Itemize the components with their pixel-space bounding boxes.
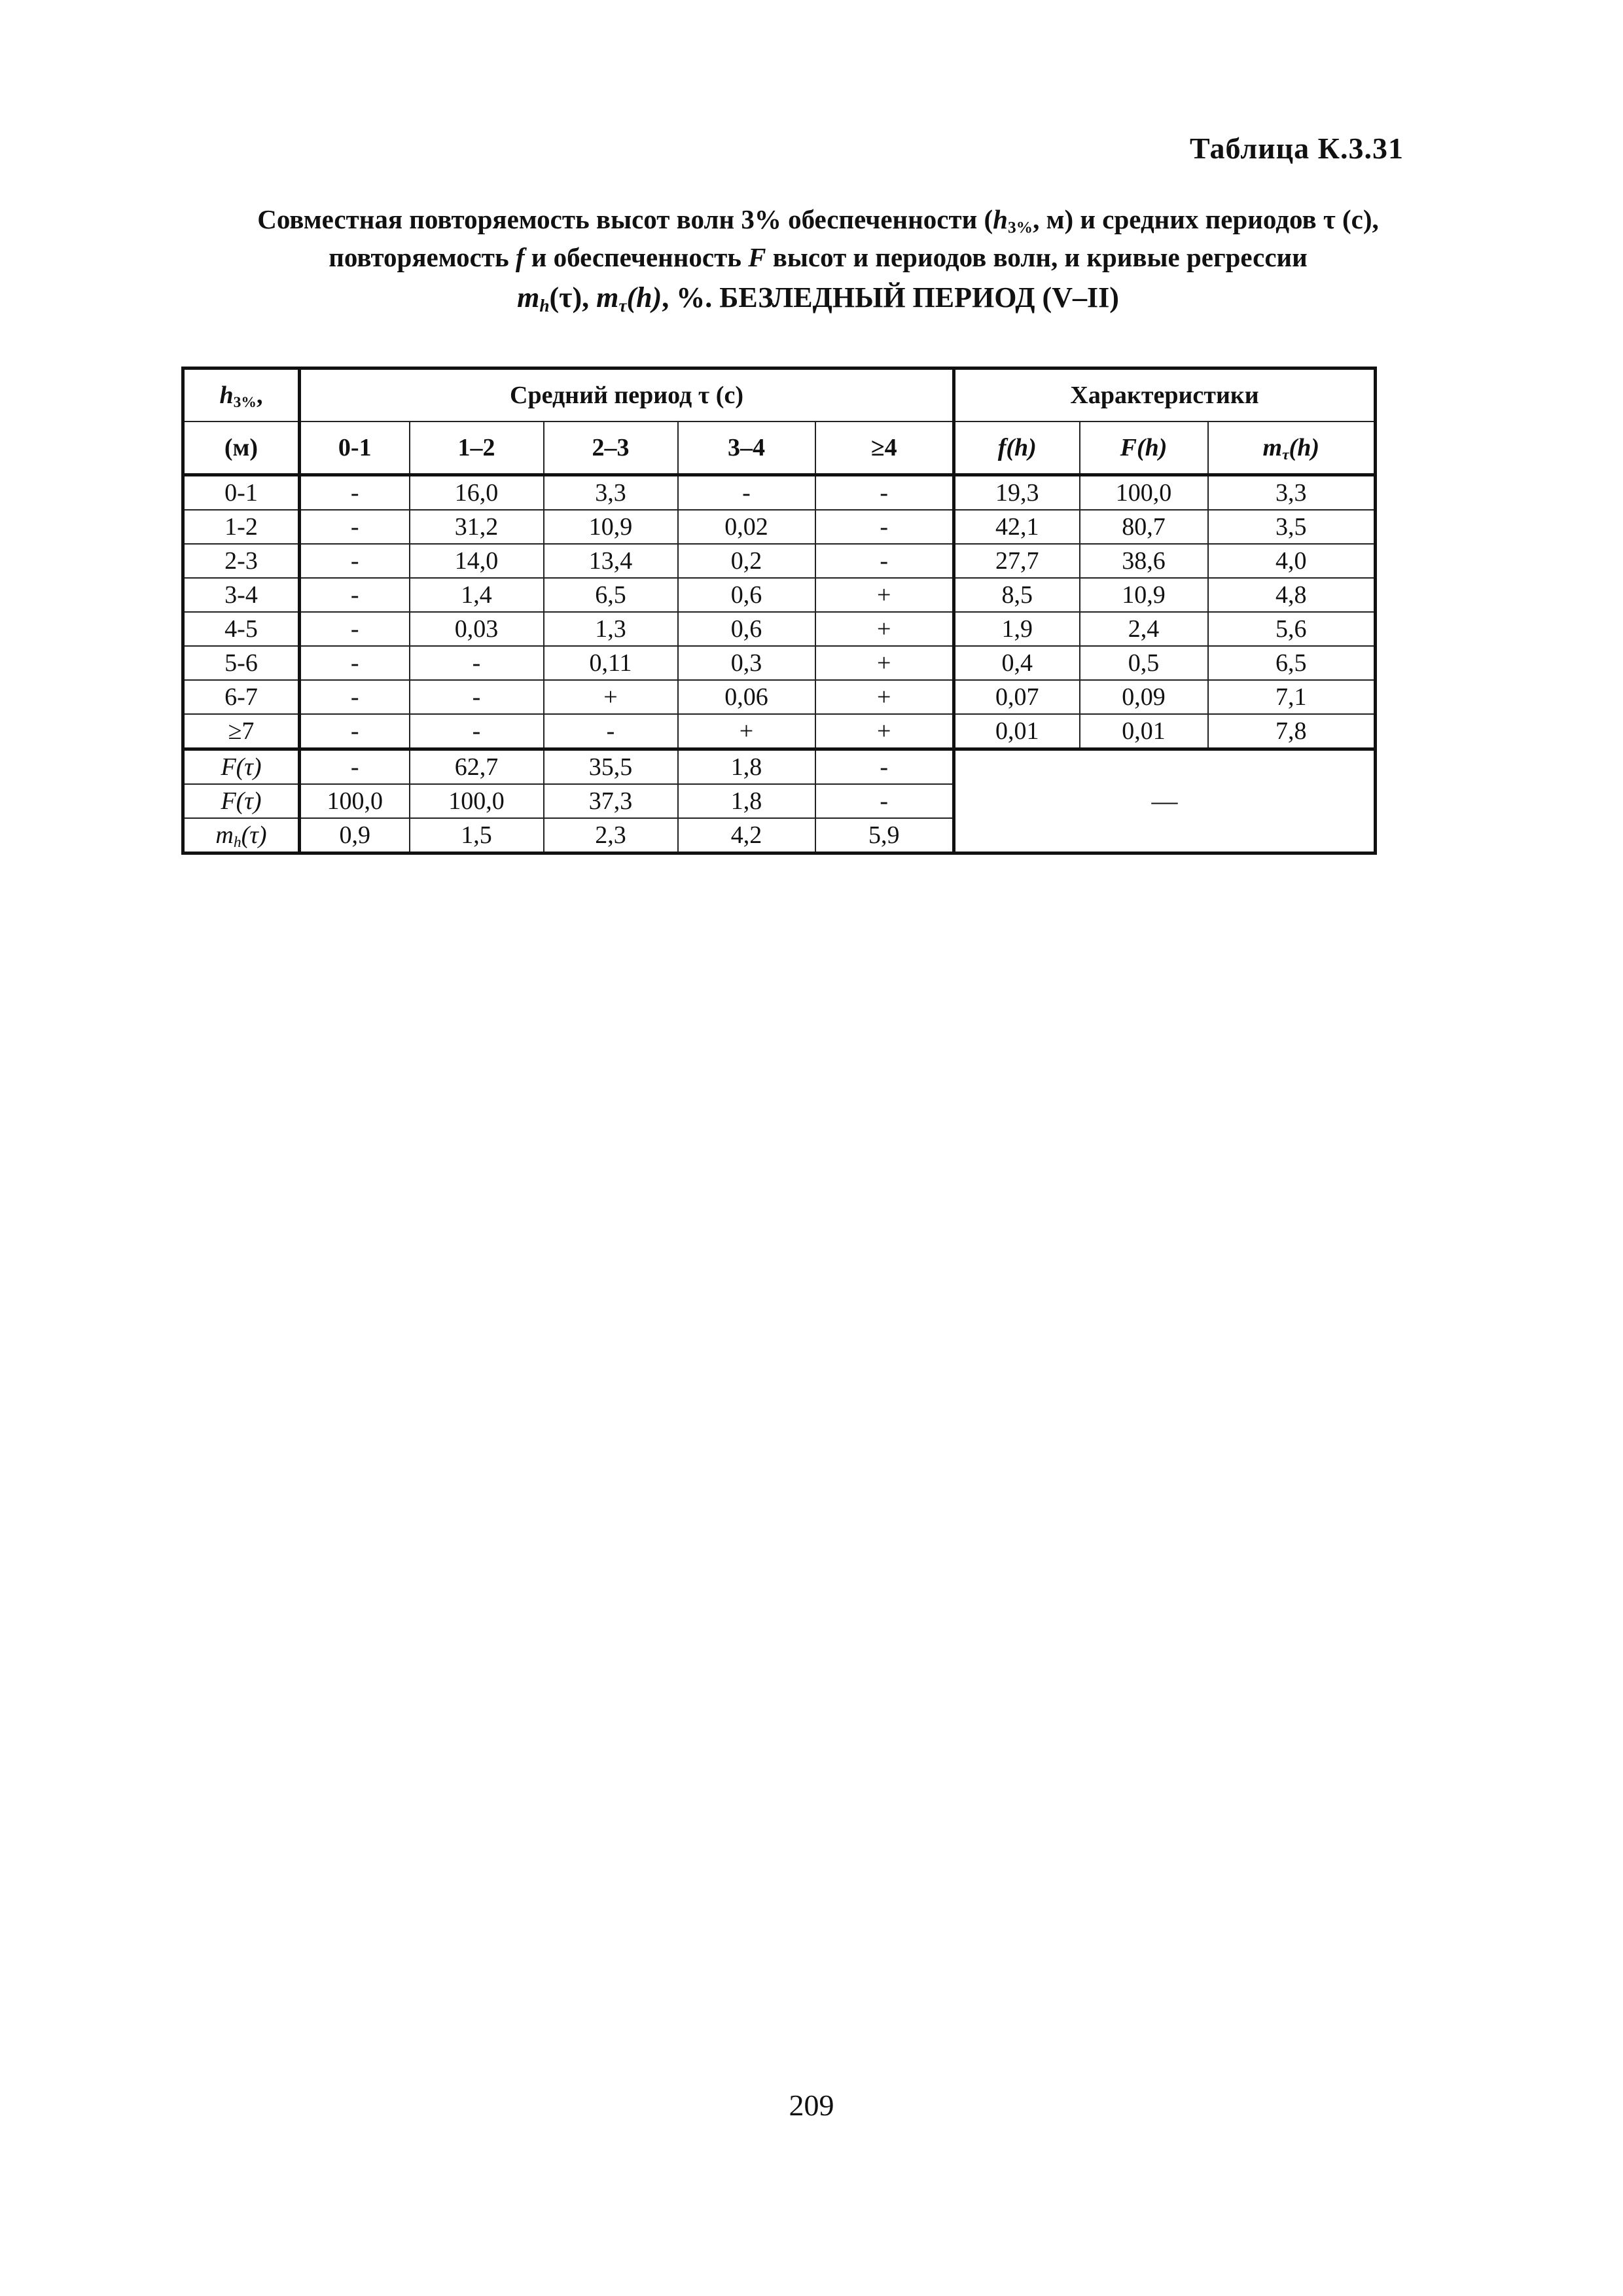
row-label: 1-2 [183, 510, 300, 544]
row-label: 0-1 [183, 475, 300, 511]
period-cell: 1,4 [410, 578, 544, 612]
summary-cell: 2,3 [544, 818, 678, 853]
period-cell: + [815, 646, 954, 680]
table-row [183, 612, 1376, 646]
summary-cell: 0,9 [300, 818, 410, 853]
period-cell: - [300, 612, 410, 646]
period-cell: 0,6 [678, 578, 815, 612]
period-cell: - [300, 578, 410, 612]
characteristic-cell: 0,4 [954, 646, 1080, 680]
characteristic-cell: 3,5 [1208, 510, 1376, 544]
period-cell: 16,0 [410, 475, 544, 511]
row-label: 3-4 [183, 578, 300, 612]
characteristic-cell: 100,0 [1080, 475, 1208, 511]
characteristic-cell: 38,6 [1080, 544, 1208, 578]
characteristic-cell: 7,8 [1208, 714, 1376, 749]
column-header [1208, 422, 1376, 475]
page-number: 209 [789, 2089, 834, 2122]
caption-text: Совместная повторяемость высот волн 3% обеспеченности ( [257, 204, 993, 234]
caption-text: (τ), [549, 281, 597, 314]
characteristic-cell: 8,5 [954, 578, 1080, 612]
summary-cell: 35,5 [544, 749, 678, 785]
caption-line-2 [131, 238, 1505, 276]
summary-label-sub: h [233, 833, 241, 851]
summary-row [183, 749, 1376, 785]
characteristic-cell: 80,7 [1080, 510, 1208, 544]
period-cell: - [300, 714, 410, 749]
column-header: ≥4 [815, 422, 954, 475]
period-cell: 0,2 [678, 544, 815, 578]
period-cell: - [300, 510, 410, 544]
period-cell: 14,0 [410, 544, 544, 578]
caption-symbol-f: f [515, 242, 525, 272]
caption-text: и обеспеченность [524, 242, 749, 272]
period-cell: - [544, 714, 678, 749]
summary-cell: 100,0 [410, 784, 544, 818]
period-cell: + [678, 714, 815, 749]
table-number: Таблица К.3.31 [1189, 132, 1404, 165]
summary-label-arg: (τ) [241, 821, 267, 849]
summary-characteristics-placeholder: — [954, 749, 1376, 853]
corner-sub: 3% [233, 393, 257, 411]
corner-h: h [219, 382, 234, 409]
corner-header-bottom: (м) [183, 422, 300, 475]
characteristic-cell: 42,1 [954, 510, 1080, 544]
period-cell: 13,4 [544, 544, 678, 578]
period-cell: + [544, 680, 678, 714]
period-cell: - [410, 680, 544, 714]
summary-cell: - [300, 749, 410, 785]
period-cell: 6,5 [544, 578, 678, 612]
caption-subscript: 3% [1007, 218, 1033, 237]
column-header-sub: τ [1282, 446, 1289, 463]
column-header: f(h) [954, 422, 1080, 475]
period-cell: - [300, 646, 410, 680]
summary-cell: - [815, 784, 954, 818]
characteristic-cell: 4,8 [1208, 578, 1376, 612]
caption-text: высот и периодов волн, и кривые регрессии [766, 242, 1308, 272]
characteristic-cell: 0,01 [1080, 714, 1208, 749]
table-row [183, 646, 1376, 680]
characteristic-cell: 4,0 [1208, 544, 1376, 578]
characteristic-cell: 2,4 [1080, 612, 1208, 646]
summary-cell: 1,8 [678, 784, 815, 818]
table-row [183, 544, 1376, 578]
period-cell: 1,3 [544, 612, 678, 646]
period-cell: 0,06 [678, 680, 815, 714]
row-label: 4-5 [183, 612, 300, 646]
caption-symbol-F: F [748, 242, 766, 272]
column-header: 2–3 [544, 422, 678, 475]
column-header-m: m [1262, 434, 1283, 461]
group-header-characteristics: Характеристики [954, 368, 1376, 422]
header-row-2 [183, 422, 1376, 475]
period-cell: - [300, 544, 410, 578]
summary-cell: 100,0 [300, 784, 410, 818]
table-row [183, 680, 1376, 714]
period-cell: 10,9 [544, 510, 678, 544]
column-header-arg: (h) [1289, 434, 1319, 461]
period-cell: 31,2 [410, 510, 544, 544]
column-header: F(h) [1080, 422, 1208, 475]
characteristic-cell: 7,1 [1208, 680, 1376, 714]
corner-header-top [183, 368, 300, 422]
characteristic-cell: 19,3 [954, 475, 1080, 511]
period-cell: 0,3 [678, 646, 815, 680]
period-cell: + [815, 578, 954, 612]
period-cell: 0,03 [410, 612, 544, 646]
characteristic-cell: 5,6 [1208, 612, 1376, 646]
summary-row-label [183, 818, 300, 853]
summary-cell: 1,8 [678, 749, 815, 785]
period-cell: - [815, 544, 954, 578]
wave-frequency-table [181, 367, 1377, 855]
characteristic-cell: 27,7 [954, 544, 1080, 578]
caption-subscript: τ [618, 295, 627, 315]
caption-line-1 [131, 200, 1505, 238]
period-cell: - [410, 646, 544, 680]
row-label: ≥7 [183, 714, 300, 749]
characteristic-cell: 0,09 [1080, 680, 1208, 714]
characteristic-cell: 3,3 [1208, 475, 1376, 511]
row-label: 2-3 [183, 544, 300, 578]
period-cell: - [815, 510, 954, 544]
summary-cell: 1,5 [410, 818, 544, 853]
period-cell: - [815, 475, 954, 511]
period-cell: 3,3 [544, 475, 678, 511]
characteristic-cell: 0,01 [954, 714, 1080, 749]
summary-cell: 62,7 [410, 749, 544, 785]
summary-row-label: F(τ) [183, 749, 300, 785]
summary-cell: 37,3 [544, 784, 678, 818]
summary-label-m: m [215, 821, 234, 849]
period-cell: + [815, 714, 954, 749]
period-cell: 0,6 [678, 612, 815, 646]
period-cell: + [815, 680, 954, 714]
table-row [183, 510, 1376, 544]
column-header: 1–2 [410, 422, 544, 475]
table-row [183, 714, 1376, 749]
corner-comma: , [256, 382, 263, 409]
caption-text: (h) [626, 281, 662, 314]
period-cell: + [815, 612, 954, 646]
table-row [183, 578, 1376, 612]
summary-cell: 5,9 [815, 818, 954, 853]
table-row [183, 475, 1376, 511]
characteristic-cell: 6,5 [1208, 646, 1376, 680]
period-cell: 0,11 [544, 646, 678, 680]
row-label: 6-7 [183, 680, 300, 714]
summary-row-label: F(τ) [183, 784, 300, 818]
caption-line-3 [131, 279, 1505, 317]
period-cell: - [300, 475, 410, 511]
caption-subscript: h [539, 295, 550, 315]
characteristic-cell: 1,9 [954, 612, 1080, 646]
caption-symbol-m: m [596, 281, 619, 314]
caption-symbol-m: m [517, 281, 540, 314]
group-header-period: Средний период τ (с) [300, 368, 954, 422]
row-label: 5-6 [183, 646, 300, 680]
caption-text: , %. БЕЗЛЕДНЫЙ ПЕРИОД (V–II) [662, 281, 1119, 314]
summary-cell: 4,2 [678, 818, 815, 853]
table-caption [131, 200, 1505, 317]
period-cell: - [410, 714, 544, 749]
caption-text: , м) и средних периодов τ (с), [1033, 204, 1379, 234]
summary-cell: - [815, 749, 954, 785]
characteristic-cell: 10,9 [1080, 578, 1208, 612]
column-header: 3–4 [678, 422, 815, 475]
characteristic-cell: 0,5 [1080, 646, 1208, 680]
period-cell: - [678, 475, 815, 511]
column-header: 0-1 [300, 422, 410, 475]
caption-text: повторяемость [329, 242, 516, 272]
period-cell: 0,02 [678, 510, 815, 544]
caption-symbol-h: h [993, 204, 1008, 234]
header-row-1 [183, 368, 1376, 422]
period-cell: - [300, 680, 410, 714]
characteristic-cell: 0,07 [954, 680, 1080, 714]
